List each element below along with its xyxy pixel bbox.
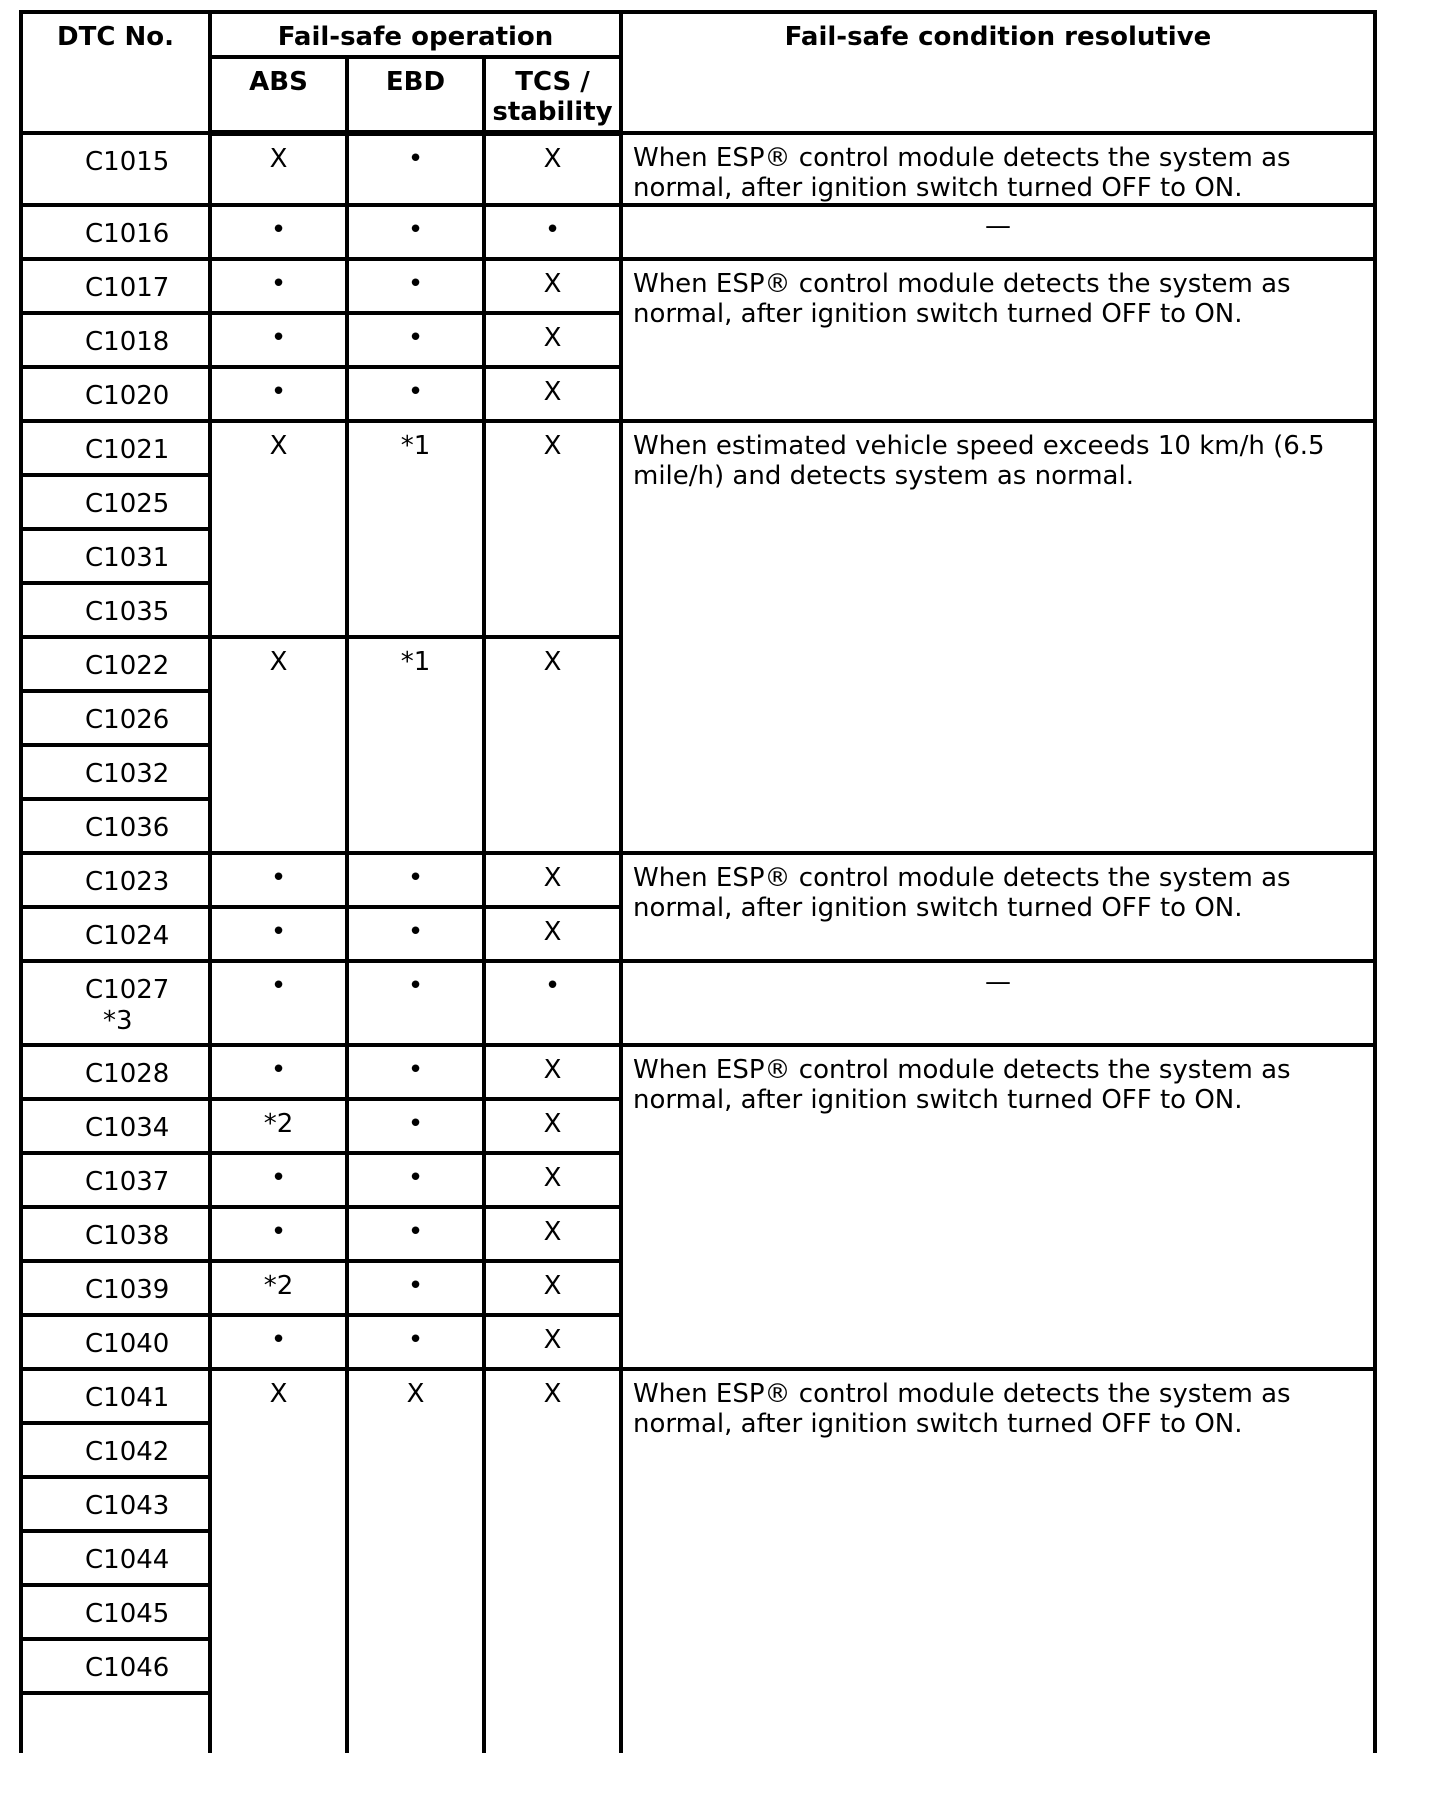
table-row: [21, 133, 1375, 205]
dtc-code: C1015: [85, 147, 170, 177]
ebd-cell: •: [347, 907, 484, 961]
dtc-code: C1034: [85, 1113, 170, 1143]
dtc-cell: [21, 529, 210, 583]
tcs-cell: X: [484, 133, 621, 205]
header-ebd: EBD: [347, 57, 484, 133]
header-tcs-line1: TCS /: [515, 67, 590, 97]
dtc-code: C1039: [85, 1275, 170, 1305]
ebd-cell: •: [347, 1153, 484, 1207]
dtc-cell: [21, 799, 210, 853]
table-row: [21, 1369, 1375, 1423]
dtc-code: C1018: [85, 327, 170, 357]
dtc-cell: [21, 1207, 210, 1261]
dtc-code: C1025: [85, 489, 170, 519]
dtc-cell: [21, 691, 210, 745]
dtc-code: C1023: [85, 867, 170, 897]
header-abs: ABS: [210, 57, 347, 133]
ebd-cell: •: [347, 1315, 484, 1369]
tcs-cell: •: [484, 205, 621, 259]
dtc-footnote: *3: [103, 1006, 133, 1036]
dtc-code: C1045: [85, 1599, 170, 1629]
dtc-cell: [21, 907, 210, 961]
dtc-cell: [21, 1099, 210, 1153]
ebd-cell: *1: [347, 637, 484, 853]
dtc-code: C1031: [85, 543, 170, 573]
header-tcs-stability: [484, 57, 621, 133]
header-dtc-no: DTC No.: [21, 12, 210, 133]
dtc-code: C1036: [85, 813, 170, 843]
dtc-cell: [21, 1585, 210, 1639]
tcs-cell: X: [484, 421, 621, 637]
dtc-code: C1042: [85, 1437, 170, 1467]
dtc-code: C1021: [85, 435, 170, 465]
table-row: [21, 259, 1375, 313]
dtc-cell: [21, 1153, 210, 1207]
abs-cell: •: [210, 313, 347, 367]
dtc-code: C1017: [85, 273, 170, 303]
header-tcs-line2: stability: [492, 97, 613, 127]
tcs-cell: X: [484, 313, 621, 367]
dtc-cell: [21, 205, 210, 259]
dtc-cell: [21, 1477, 210, 1531]
dtc-cell: [21, 1531, 210, 1585]
ebd-cell: •: [347, 853, 484, 907]
dtc-cell: [21, 1045, 210, 1099]
dtc-cell: [21, 259, 210, 313]
ebd-cell: •: [347, 961, 484, 1045]
dtc-cell: [21, 1369, 210, 1423]
dtc-code: C1027: [85, 975, 170, 1005]
header-failsafe-operation: Fail-safe operation: [210, 12, 621, 57]
dtc-code: C1041: [85, 1383, 170, 1413]
dtc-code: C1032: [85, 759, 170, 789]
dtc-code: C1037: [85, 1167, 170, 1197]
dtc-code: C1035: [85, 597, 170, 627]
dtc-code: C1043: [85, 1491, 170, 1521]
table-body: [21, 133, 1375, 1753]
abs-cell: X: [210, 1369, 347, 1753]
ebd-cell: •: [347, 205, 484, 259]
tcs-cell: X: [484, 1369, 621, 1753]
table-row: [21, 1045, 1375, 1099]
condition-cell: When ESP® control module detects the system as normal, after ignition switch turned OFF to ON.: [621, 1045, 1375, 1369]
dtc-cell: [21, 1423, 210, 1477]
ebd-cell: •: [347, 133, 484, 205]
abs-cell: *2: [210, 1099, 347, 1153]
dtc-cell: [21, 133, 210, 205]
tcs-cell: X: [484, 853, 621, 907]
abs-cell: X: [210, 637, 347, 853]
dtc-code: C1024: [85, 921, 170, 951]
abs-cell: •: [210, 961, 347, 1045]
dtc-cell: [21, 1261, 210, 1315]
dtc-code: C1038: [85, 1221, 170, 1251]
tcs-cell: X: [484, 1207, 621, 1261]
abs-cell: •: [210, 907, 347, 961]
dtc-code: C1020: [85, 381, 170, 411]
tcs-cell: X: [484, 259, 621, 313]
tcs-cell: X: [484, 1045, 621, 1099]
dtc-cell: [21, 583, 210, 637]
abs-cell: •: [210, 259, 347, 313]
tcs-cell: X: [484, 1315, 621, 1369]
dtc-code: C1016: [85, 219, 170, 249]
tcs-cell: X: [484, 907, 621, 961]
ebd-cell: •: [347, 259, 484, 313]
table-row: [21, 205, 1375, 259]
condition-cell-none: —: [621, 205, 1375, 259]
tcs-cell: X: [484, 637, 621, 853]
dtc-code: C1044: [85, 1545, 170, 1575]
header-failsafe-resolutive: Fail-safe condition resolutive: [621, 12, 1375, 133]
table-row: [21, 853, 1375, 907]
dtc-cell: [21, 475, 210, 529]
table-row: [21, 961, 1375, 1045]
abs-cell: •: [210, 853, 347, 907]
dtc-cell: [21, 367, 210, 421]
dtc-cell: [21, 637, 210, 691]
abs-cell: X: [210, 133, 347, 205]
condition-cell: When estimated vehicle speed exceeds 10 km/h (6.5 mile/h) and detects system as normal.: [621, 421, 1375, 853]
abs-cell: •: [210, 1045, 347, 1099]
abs-cell: •: [210, 205, 347, 259]
dtc-cell: [21, 421, 210, 475]
abs-cell: *2: [210, 1261, 347, 1315]
ebd-cell: •: [347, 1261, 484, 1315]
dtc-cell: [21, 745, 210, 799]
ebd-cell: X: [347, 1369, 484, 1753]
abs-cell: •: [210, 1207, 347, 1261]
abs-cell: •: [210, 1153, 347, 1207]
abs-cell: •: [210, 367, 347, 421]
dtc-failsafe-table: [19, 10, 1377, 1753]
dtc-code: C1022: [85, 651, 170, 681]
ebd-cell: *1: [347, 421, 484, 637]
tcs-cell: X: [484, 1099, 621, 1153]
dtc-code: C1026: [85, 705, 170, 735]
tcs-cell: X: [484, 1153, 621, 1207]
table-row: [21, 421, 1375, 475]
ebd-cell: •: [347, 1099, 484, 1153]
dtc-cell: [21, 1639, 210, 1693]
tcs-cell: X: [484, 1261, 621, 1315]
ebd-cell: •: [347, 1207, 484, 1261]
ebd-cell: •: [347, 1045, 484, 1099]
table-header: [21, 12, 1375, 133]
dtc-cell: [21, 961, 210, 1045]
tcs-cell: X: [484, 367, 621, 421]
dtc-cell: [21, 313, 210, 367]
dtc-cell-empty: [21, 1693, 210, 1753]
dtc-code: C1046: [85, 1653, 170, 1683]
dtc-cell: [21, 853, 210, 907]
abs-cell: X: [210, 421, 347, 637]
condition-cell: When ESP® control module detects the system as normal, after ignition switch turned OFF to ON.: [621, 259, 1375, 421]
condition-cell: When ESP® control module detects the system as normal, after ignition switch turned OFF to ON.: [621, 133, 1375, 205]
ebd-cell: •: [347, 367, 484, 421]
dtc-code: C1040: [85, 1329, 170, 1359]
dtc-cell: [21, 1315, 210, 1369]
abs-cell: •: [210, 1315, 347, 1369]
condition-cell-none: —: [621, 961, 1375, 1045]
condition-cell: When ESP® control module detects the system as normal, after ignition switch turned OFF to ON.: [621, 1369, 1375, 1753]
condition-cell: When ESP® control module detects the system as normal, after ignition switch turned OFF to ON.: [621, 853, 1375, 961]
ebd-cell: •: [347, 313, 484, 367]
tcs-cell: •: [484, 961, 621, 1045]
dtc-code: C1028: [85, 1059, 170, 1089]
